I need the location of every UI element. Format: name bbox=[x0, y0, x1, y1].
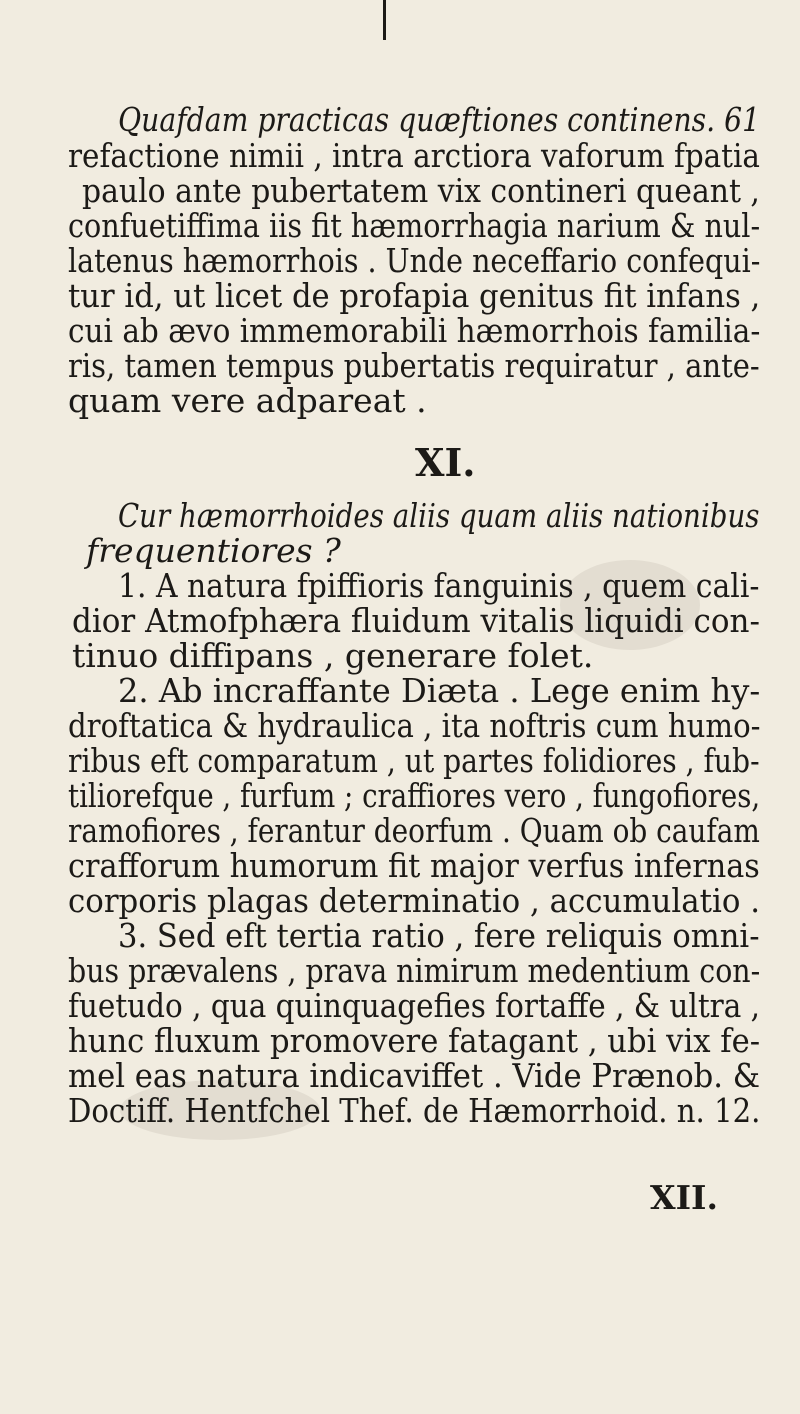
catchword: XII. bbox=[650, 1178, 718, 1217]
text-line: Doctiff. Hentfchel Thef. de Hæmorrhoid. n. 12. bbox=[68, 1091, 761, 1130]
text-line: tur id, ut licet de profapia genitus fit infans , bbox=[68, 276, 761, 315]
question-line: Cur hæmorrhoides aliis quam aliis nationibus bbox=[118, 496, 760, 535]
text-line: 2. Ab incraffante Diæta . Lege enim hy- bbox=[118, 671, 761, 710]
text-line: dior Atmofphæra fluidum vitalis liquidi con- bbox=[72, 601, 760, 640]
text-line: latenus hæmorrhois . Unde neceffario confequi- bbox=[68, 241, 761, 280]
text-line: tinuo diffipans , generare folet. bbox=[72, 636, 594, 675]
text-line: bus prævalens , prava nimirum medentium con- bbox=[68, 951, 761, 990]
text-line: ribus eft comparatum , ut partes folidiores , fub- bbox=[68, 741, 760, 780]
text-line: confuetiffima iis fit hæmorrhagia narium & nul- bbox=[68, 206, 761, 245]
text-line: quam vere adpareat . bbox=[68, 381, 427, 420]
text-line: tiliorefque , furfum ; craffiores vero , fungofiores, bbox=[68, 776, 761, 815]
running-header: Quafdam practicas quæftiones continens. 61 bbox=[118, 100, 761, 139]
section-number: XI. bbox=[415, 440, 476, 485]
text-line: refactione nimii , intra arctiora vaforum fpatia bbox=[68, 136, 760, 175]
text-line: 3. Sed eft tertia ratio , fere reliquis omni- bbox=[118, 916, 760, 955]
text-line: fuetudo , qua quinquagefies fortaffe , & ultra , bbox=[68, 986, 761, 1025]
text-line: hunc fluxum promovere fatagant , ubi vix fe- bbox=[68, 1021, 761, 1060]
text-line: corporis plagas determinatio , accumulatio . bbox=[68, 881, 761, 920]
text-line: mel eas natura indicaviffet . Vide Prænob. & bbox=[68, 1056, 761, 1095]
question-line: frequentiores ? bbox=[86, 531, 341, 570]
text-line: cui ab ævo immemorabili hæmorrhois familia- bbox=[68, 311, 761, 350]
text-line: droftatica & hydraulica , ita noftris cum humo- bbox=[68, 706, 761, 745]
text-line: ramofiores , ferantur deorfum . Quam ob caufam bbox=[68, 811, 760, 850]
top-mark bbox=[383, 0, 386, 40]
text-line: paulo ante pubertatem vix contineri queant , bbox=[82, 171, 760, 210]
text-line: ris, tamen tempus pubertatis requiratur , ante- bbox=[68, 346, 760, 385]
text-line: crafforum humorum fit major verfus infernas bbox=[68, 846, 760, 885]
text-line: 1. A natura fpiffioris fanguinis , quem cali- bbox=[118, 566, 760, 605]
